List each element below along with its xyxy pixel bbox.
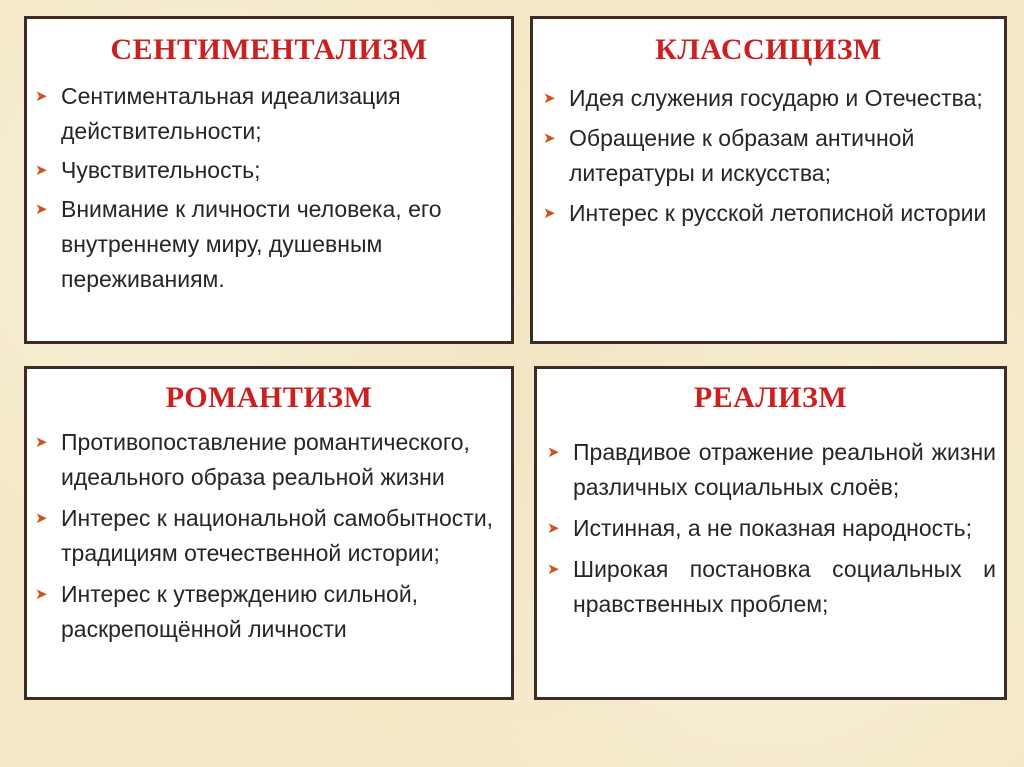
list-item-text: Идея служения государю и Отечества; [569,85,983,111]
list-item-text: Противопоставление романтического, идеального образа реальной жизни [61,429,470,490]
list-item-text: Интерес к утверждению сильной, раскрепощённой личности [61,581,419,642]
card-title: РОМАНТИЗМ [165,381,373,414]
list-item [31,192,501,297]
chevron-right-icon: ➤ [35,88,48,105]
list-item [543,435,996,505]
list-item-text: Интерес к русской летописной истории [569,200,987,226]
list-item [543,511,996,546]
list-item-text: Внимание к личности человека, его внутреннему миру, душевным переживаниям. [61,196,442,292]
list-item-text: Сентиментальная идеализация действительности; [61,83,401,144]
chevron-right-icon: ➤ [547,561,560,578]
item-list [537,435,1004,622]
card-title: РЕАЛИЗМ [693,381,848,414]
card-classicism [530,16,1007,344]
chevron-right-icon: ➤ [543,205,556,222]
card-realism [534,366,1007,700]
chevron-right-icon: ➤ [35,510,48,527]
item-list [27,79,511,297]
chevron-right-icon: ➤ [543,90,556,107]
card-title: КЛАССИЦИЗМ [655,33,882,66]
card-romanticism [24,366,514,700]
list-item [543,552,996,622]
chevron-right-icon: ➤ [547,520,560,537]
list-item-text: Обращение к образам античной литературы и искусства; [569,125,915,186]
list-item-text: Истинная, а не показная народность; [573,515,973,541]
list-item [31,577,501,647]
list-item [539,196,994,231]
item-list [27,425,511,647]
list-item [31,501,501,571]
item-list [533,81,1004,231]
list-item-text: Интерес к национальной самобытности, традициям отечественной истории; [61,505,494,566]
chevron-right-icon: ➤ [35,201,48,218]
list-item [539,81,994,116]
list-item-text: Чувствительность; [61,157,261,183]
card-sentimentalism [24,16,514,344]
chevron-right-icon: ➤ [543,130,556,147]
list-item [31,153,501,188]
chevron-right-icon: ➤ [35,586,48,603]
card-title: СЕНТИМЕНТАЛИЗМ [110,33,428,66]
list-item-text: Правдивое отражение реальной жизни различных социальных слоёв; [573,439,996,500]
list-item [31,79,501,149]
list-item [539,121,994,191]
list-item [31,425,501,495]
chevron-right-icon: ➤ [547,444,560,461]
chevron-right-icon: ➤ [35,434,48,451]
chevron-right-icon: ➤ [35,162,48,179]
list-item-text: Широкая постановка социальных и нравственных проблем; [573,556,996,617]
